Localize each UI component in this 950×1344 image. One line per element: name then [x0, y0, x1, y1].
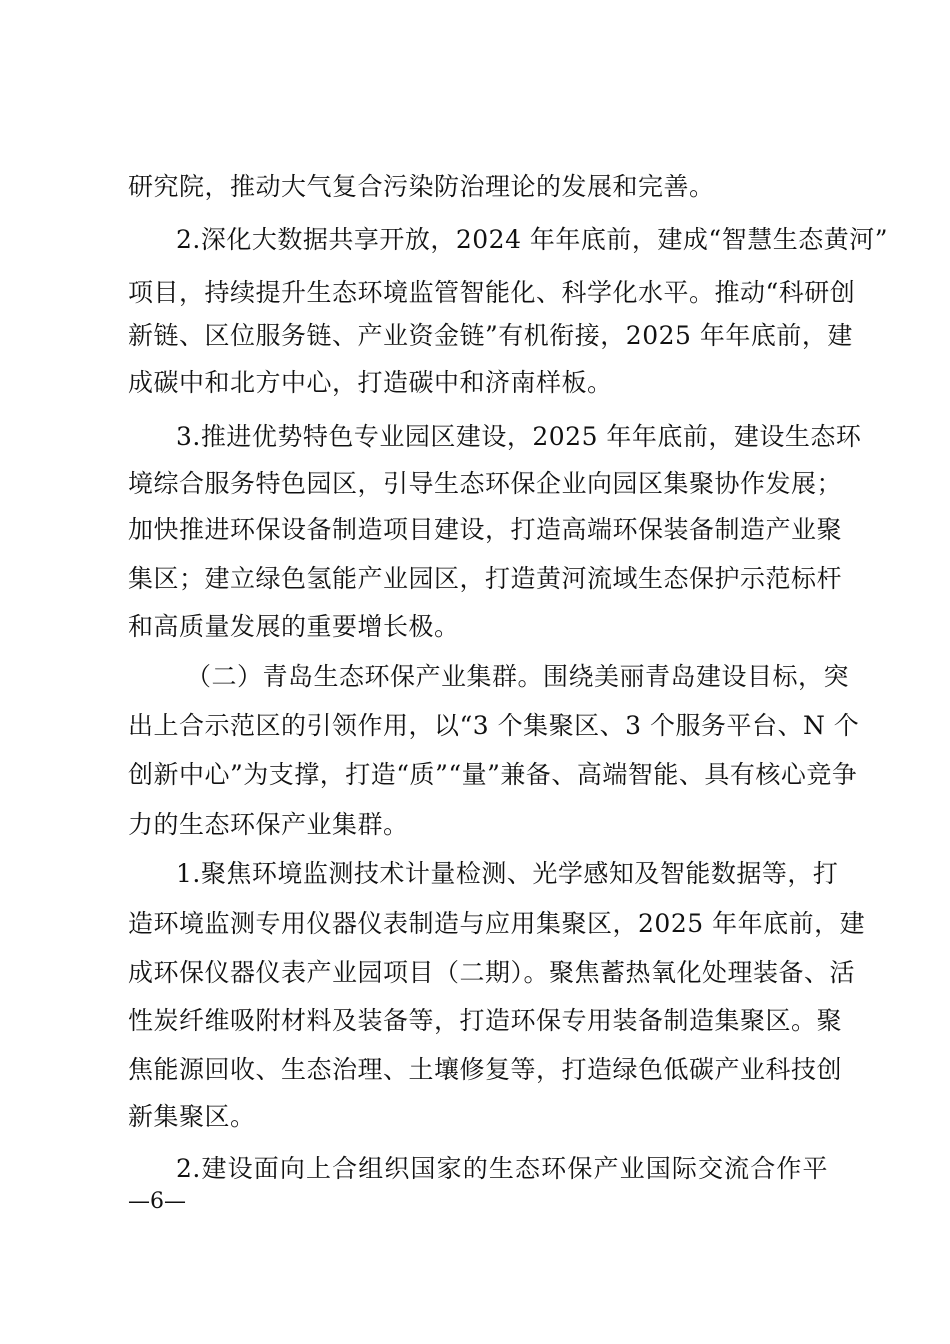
text-line-4: 新链、区位服务链、产业资金链”有机衔接，2025 年年底前，建 [128, 321, 853, 350]
text-line-2: 2.深化大数据共享开放，2024 年年底前，建成“智慧生态黄河” [176, 225, 888, 254]
text-line-3: 项目，持续提升生态环境监管智能化、科学化水平。推动“科研创 [128, 278, 856, 307]
text-line-19: 焦能源回收、生态治理、土壤修复等，打造绿色低碳产业科技创 [128, 1055, 843, 1084]
text-line-11: （二）青岛生态环保产业集群。围绕美丽青岛建设目标，突 [186, 662, 850, 691]
text-line-14: 力的生态环保产业集群。 [128, 810, 409, 839]
text-line-15: 1.聚焦环境监测技术计量检测、光学感知及智能数据等，打 [176, 859, 839, 888]
text-line-12: 出上合示范区的引领作用，以“3 个集聚区、3 个服务平台、N 个 [128, 711, 860, 740]
text-line-1: 研究院，推动大气复合污染防治理论的发展和完善。 [128, 172, 715, 201]
text-line-5: 成碳中和北方中心，打造碳中和济南样板。 [128, 368, 613, 397]
text-line-20: 新集聚区。 [128, 1102, 256, 1131]
text-line-18: 性炭纤维吸附材料及装备等，打造环保专用装备制造集聚区。聚 [128, 1006, 843, 1035]
page-number: —6— [128, 1189, 186, 1214]
text-line-9: 集区；建立绿色氢能产业园区，打造黄河流域生态保护示范标杆 [128, 564, 843, 593]
text-line-16: 造环境监测专用仪器仪表制造与应用集聚区，2025 年年底前，建 [128, 909, 866, 938]
text-line-7: 境综合服务特色园区，引导生态环保企业向园区集聚协作发展； [128, 469, 843, 498]
text-line-17: 成环保仪器仪表产业园项目（二期）。聚焦蓄热氧化处理装备、活 [128, 958, 856, 987]
text-line-8: 加快推进环保设备制造项目建设，打造高端环保装备制造产业聚 [128, 515, 843, 544]
text-line-10: 和高质量发展的重要增长极。 [128, 612, 460, 641]
text-line-21: 2.建设面向上合组织国家的生态环保产业国际交流合作平 [176, 1154, 828, 1183]
text-line-13: 创新中心”为支撑，打造“质”“量”兼备、高端智能、具有核心竞争 [128, 760, 858, 789]
text-line-6: 3.推进优势特色专业园区建设，2025 年年底前，建设生态环 [176, 422, 862, 451]
